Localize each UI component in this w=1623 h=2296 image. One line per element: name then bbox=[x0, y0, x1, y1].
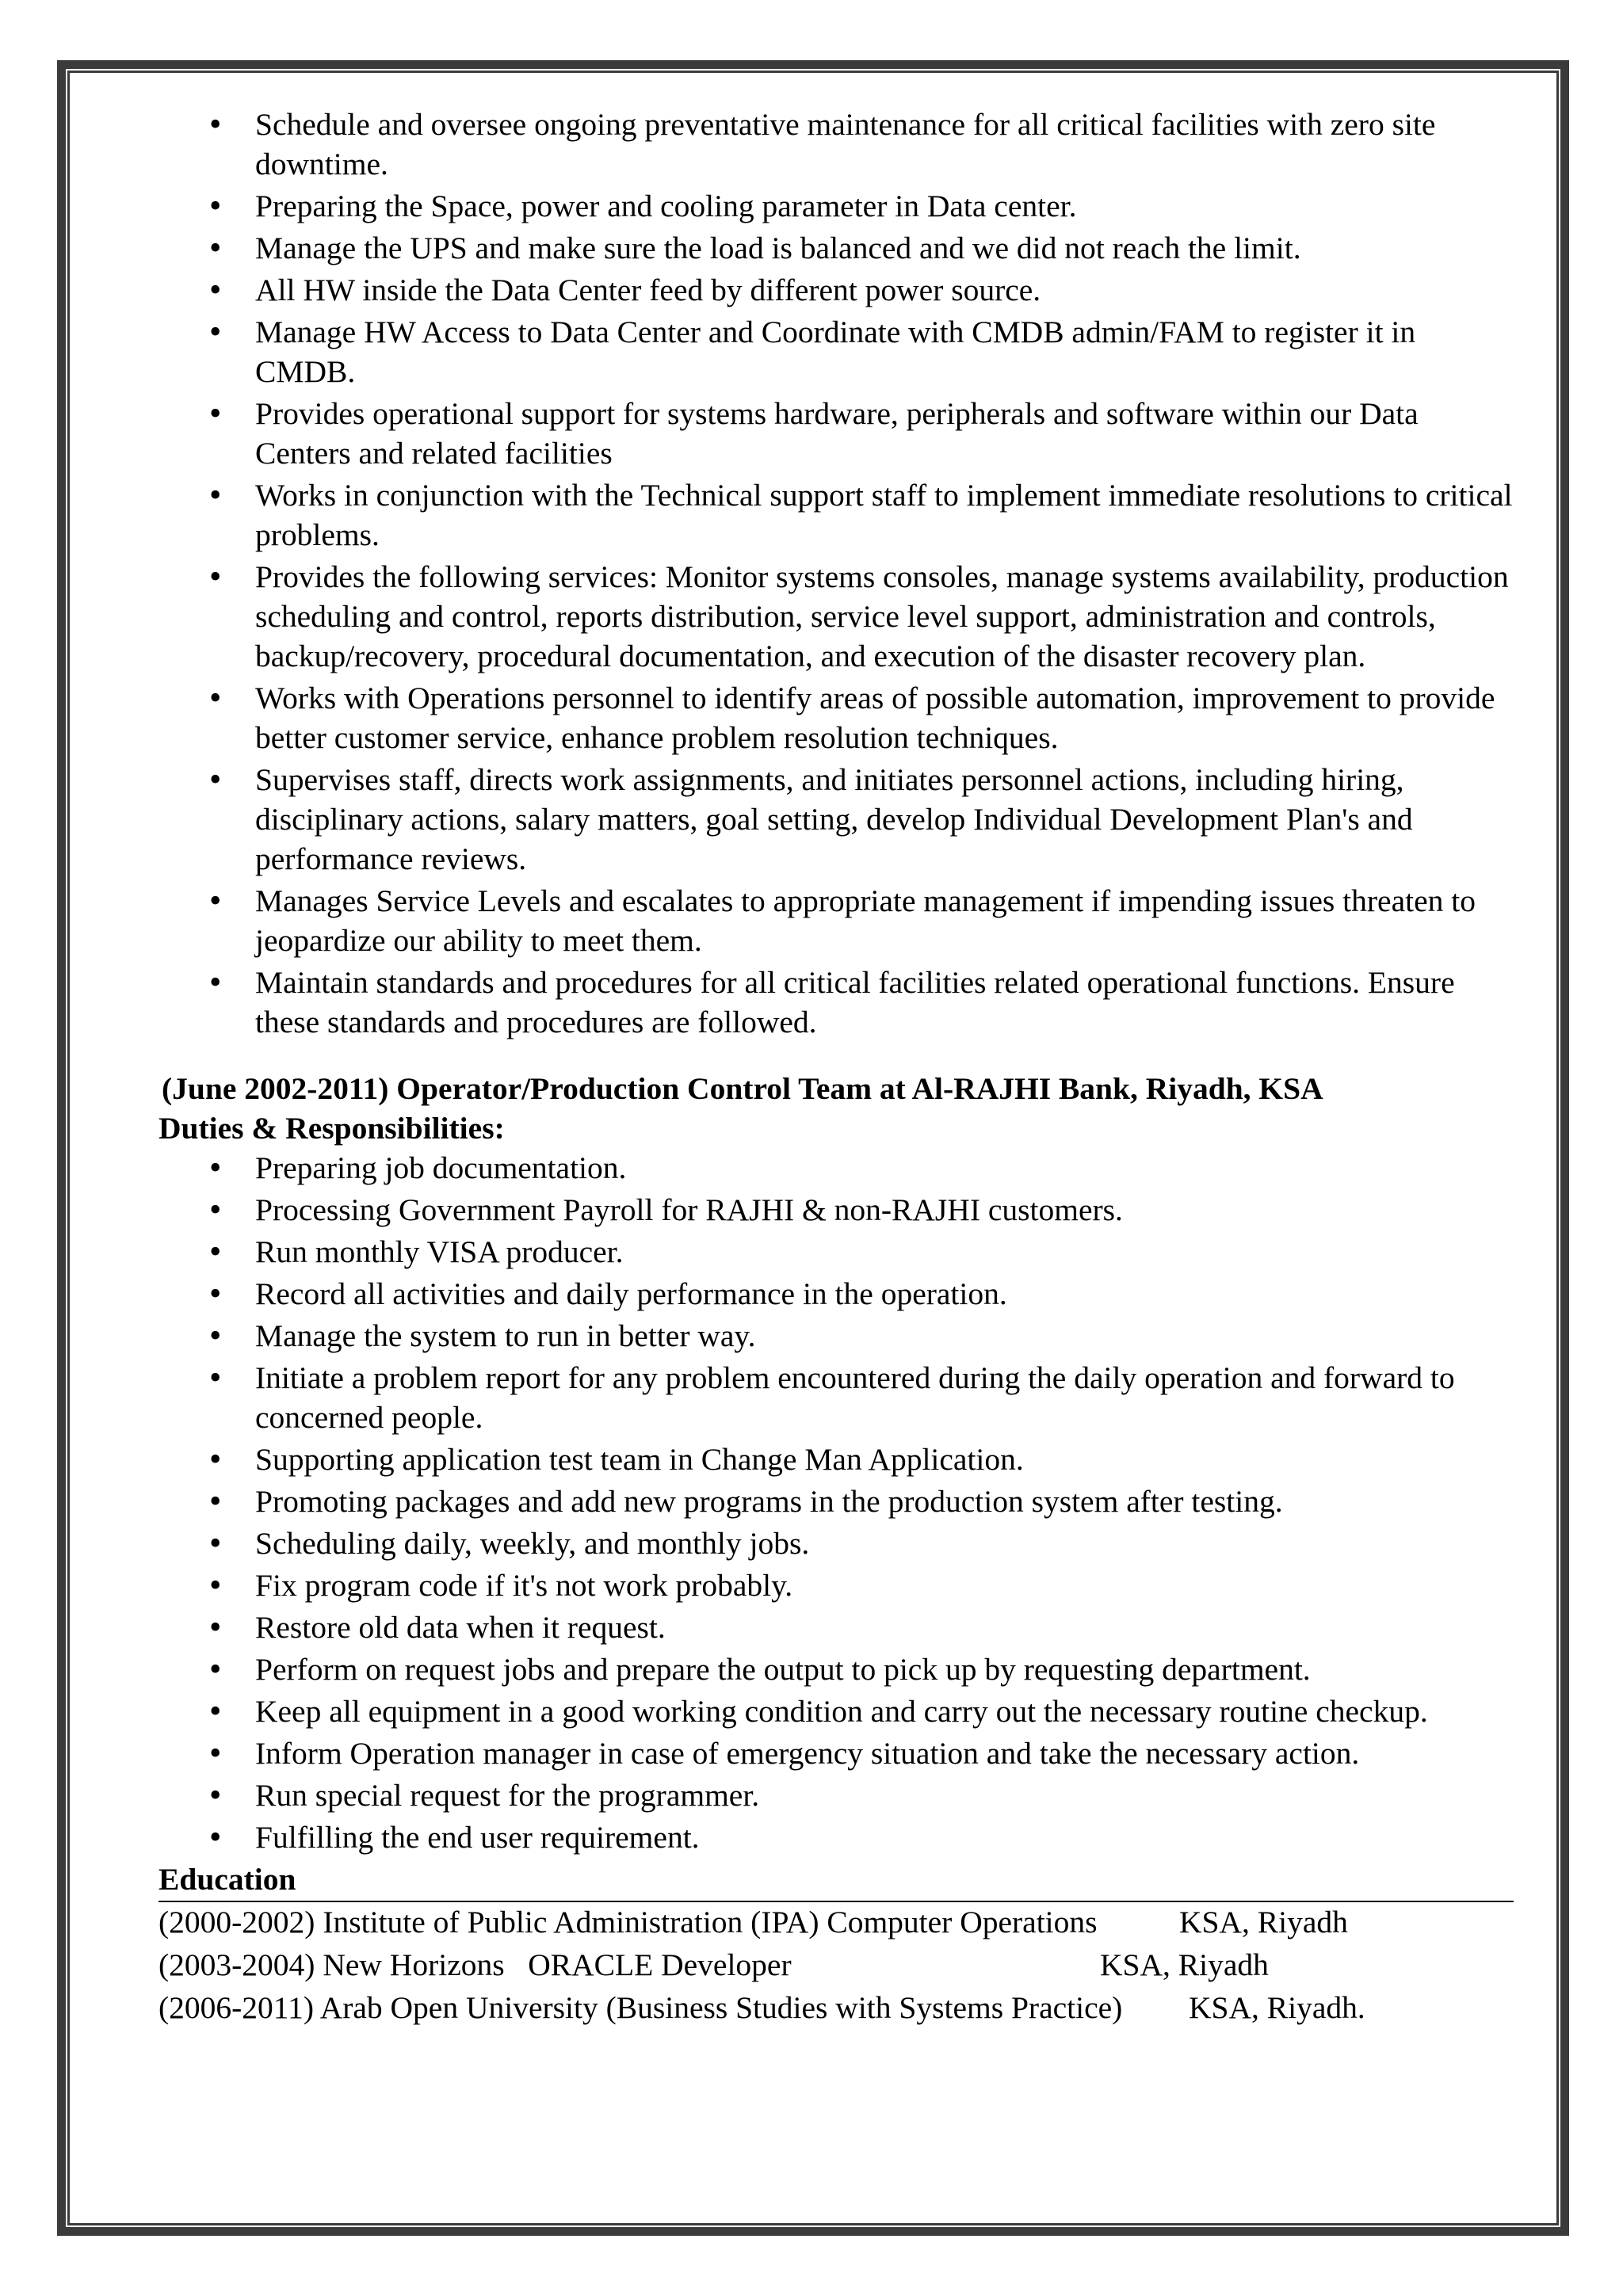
list-item: • Run monthly VISA producer. bbox=[158, 1232, 1522, 1272]
education-row bbox=[158, 1902, 1522, 1945]
list-item: • Fix program code if it's not work probably. bbox=[158, 1566, 1522, 1605]
list-item: • Manages Service Levels and escalates to appropriate management if impending issues threaten to jeopardize our ability to meet them. bbox=[158, 881, 1522, 960]
education-location: KSA, Riyadh bbox=[1100, 1947, 1269, 1982]
list-item: • Processing Government Payroll for RAJHI & non-RAJHI customers. bbox=[158, 1190, 1522, 1230]
list-item: • Preparing the Space, power and cooling parameter in Data center. bbox=[158, 186, 1522, 226]
list-item: • Provides operational support for systems hardware, peripherals and software within our Data Centers and related facilities bbox=[158, 394, 1522, 473]
list-item: • Manage the system to run in better way. bbox=[158, 1316, 1522, 1356]
duties-list-operator bbox=[158, 1148, 1522, 1857]
education-location: KSA, Riyadh bbox=[1179, 1905, 1348, 1939]
list-item: • Run special request for the programmer. bbox=[158, 1775, 1522, 1815]
list-item: • Manage HW Access to Data Center and Coordinate with CMDB admin/FAM to register it in CMDB. bbox=[158, 312, 1522, 391]
education-description: (2000-2002) Institute of Public Administration (IPA) Computer Operations bbox=[158, 1905, 1098, 1939]
list-item: • Works with Operations personnel to identify areas of possible automation, improvement to provide better customer service, enhance problem resolution techniques. bbox=[158, 678, 1522, 757]
list-item: • Restore old data when it request. bbox=[158, 1608, 1522, 1647]
education-row bbox=[158, 1945, 1522, 1988]
list-item: • Inform Operation manager in case of emergency situation and take the necessary action. bbox=[158, 1733, 1522, 1773]
education-description: (2006-2011) Arab Open University (Business Studies with Systems Practice) bbox=[158, 1990, 1123, 2025]
list-item: • Preparing job documentation. bbox=[158, 1148, 1522, 1188]
education-row bbox=[158, 1988, 1522, 2031]
education-description: (2003-2004) New Horizons ORACLE Developer bbox=[158, 1947, 792, 1982]
job-heading: (June 2002-2011) Operator/Production Control Team at Al-RAJHI Bank, Riyadh, KSA bbox=[162, 1071, 1323, 1106]
education-location: KSA, Riyadh. bbox=[1189, 1990, 1365, 2025]
list-item: • Provides the following services: Monitor systems consoles, manage systems availability, production scheduling and control, reports distribution, service level support, administration and controls, backup/recovery, procedural documentation, and execution of the disaster recovery plan. bbox=[158, 557, 1522, 676]
resume-content bbox=[158, 105, 1522, 2031]
list-item: • Keep all equipment in a good working condition and carry out the necessary routine checkup. bbox=[158, 1691, 1522, 1731]
list-item: • Supporting application test team in Change Man Application. bbox=[158, 1440, 1522, 1479]
education-heading: Education bbox=[158, 1862, 296, 1897]
list-item: • All HW inside the Data Center feed by different power source. bbox=[158, 270, 1522, 310]
list-item: • Maintain standards and procedures for all critical facilities related operational functions. Ensure these standards and procedures are followed. bbox=[158, 963, 1522, 1042]
duties-heading: Duties & Responsibilities: bbox=[158, 1111, 505, 1146]
list-item: • Promoting packages and add new programs in the production system after testing. bbox=[158, 1482, 1522, 1521]
list-item: • Initiate a problem report for any problem encountered during the daily operation and forward to concerned people. bbox=[158, 1358, 1522, 1437]
list-item: • Perform on request jobs and prepare the output to pick up by requesting department. bbox=[158, 1650, 1522, 1689]
list-item: • Works in conjunction with the Technical support staff to implement immediate resolutions to critical problems. bbox=[158, 475, 1522, 555]
list-item: • Fulfilling the end user requirement. bbox=[158, 1817, 1522, 1857]
list-item: • Supervises staff, directs work assignments, and initiates personnel actions, including hiring, disciplinary actions, salary matters, goal setting, develop Individual Development Plan's and performance reviews. bbox=[158, 760, 1522, 879]
list-item: • Manage the UPS and make sure the load is balanced and we did not reach the limit. bbox=[158, 228, 1522, 268]
list-item: • Record all activities and daily performance in the operation. bbox=[158, 1274, 1522, 1314]
duties-list-data-center bbox=[158, 105, 1522, 1042]
list-item: • Scheduling daily, weekly, and monthly jobs. bbox=[158, 1524, 1522, 1563]
list-item: • Schedule and oversee ongoing preventative maintenance for all critical facilities with zero site downtime. bbox=[158, 105, 1522, 184]
